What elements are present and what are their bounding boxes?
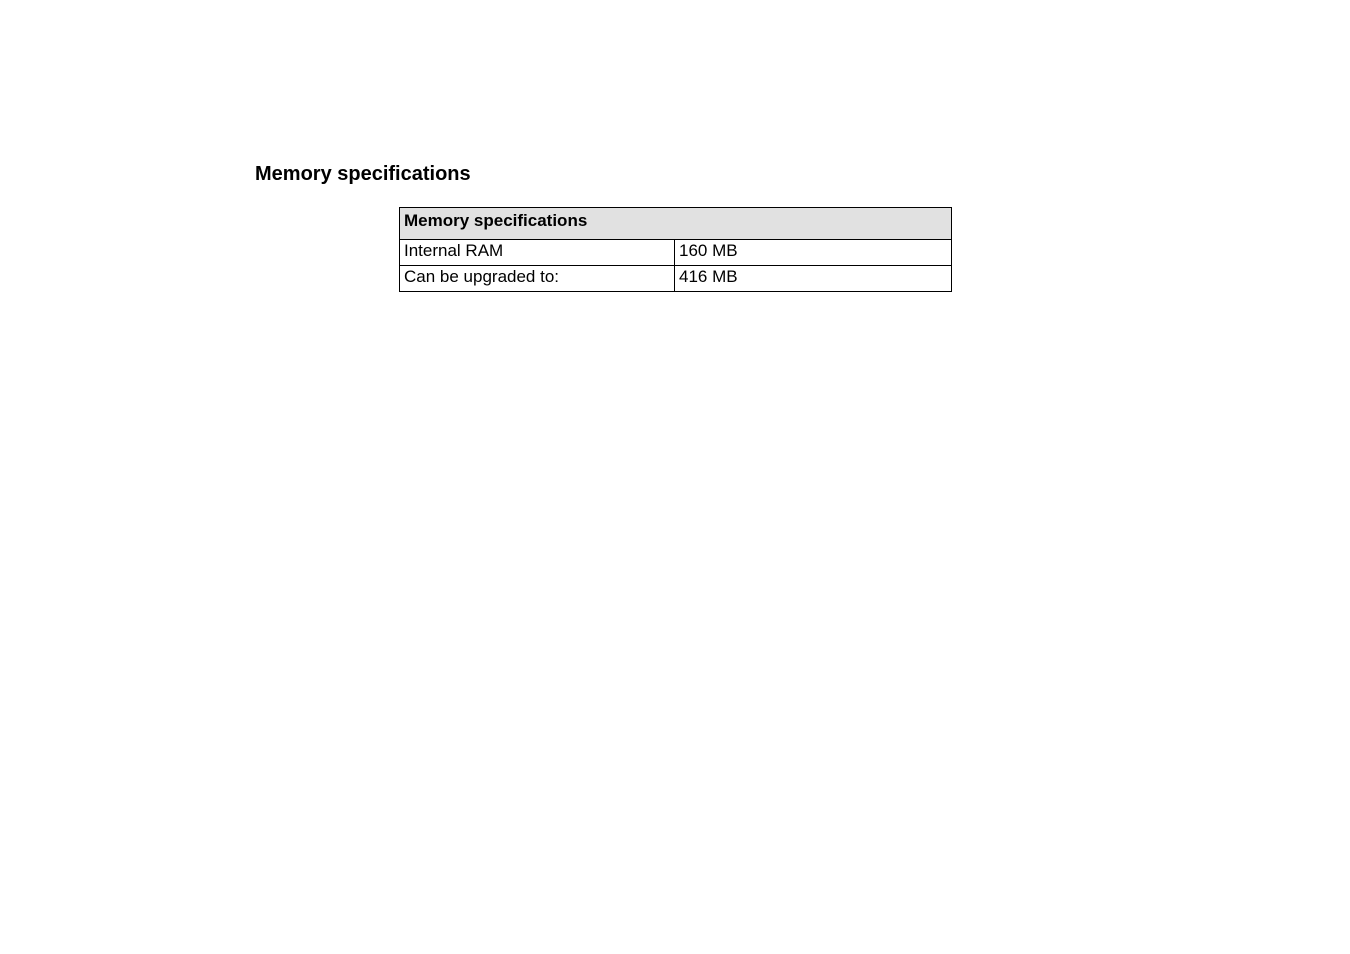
table-row: [400, 240, 952, 266]
spec-label-cell: Can be upgraded to:: [400, 266, 675, 292]
table-header-cell: Memory specifications: [400, 208, 952, 240]
spec-label-cell: Internal RAM: [400, 240, 675, 266]
table-row: [400, 266, 952, 292]
table-header-row: [400, 208, 952, 240]
section-heading: Memory specifications: [255, 163, 471, 185]
memory-spec-table: [399, 207, 952, 292]
spec-value-cell: 160 MB: [675, 240, 952, 266]
spec-value-cell: 416 MB: [675, 266, 952, 292]
